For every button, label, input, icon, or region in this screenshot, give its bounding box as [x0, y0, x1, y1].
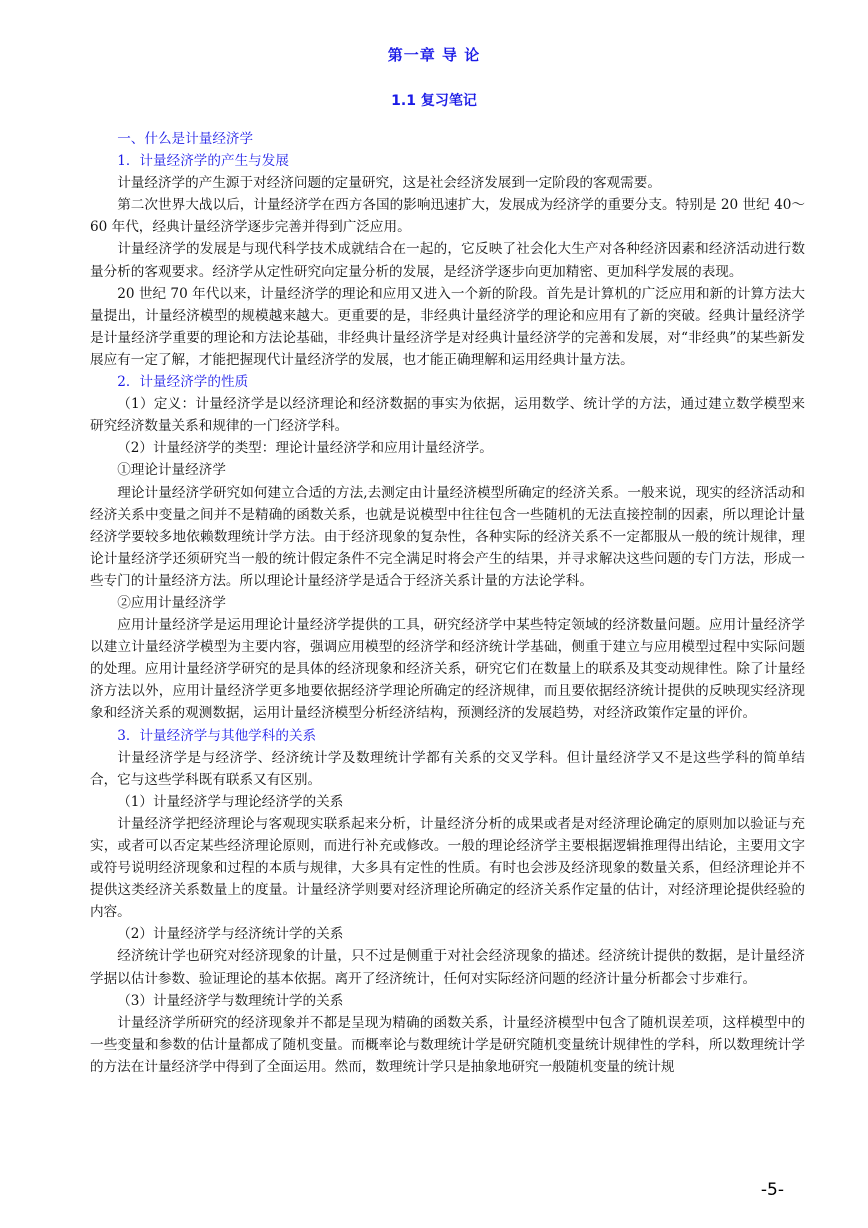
paragraph: 理论计量经济学研究如何建立合适的方法,去测定由计量经济模型所确定的经济关系。一般来说，现实的经济活动和经济关系中变量之间并不是精确的函数关系，也就是说模型中往往包含一些随机的无法直接控制的因素，所以理论计量经济学要较多地依赖数理统计学方法。由于经济现象的复杂性，各种实际的经济关系不一定都服从一般的统计规律，理论计量经济学还须研究当一般的统计假定条件不完全满足时将会产生的结果，并寻求解决这些问题的专门方法，形成一些专门的计量经济方法。所以理论计量经济学是适合于经济关系计量的方法论学科。 — [90, 484, 805, 589]
paragraph: 计量经济学的产生源于对经济问题的定量研究，这是社会经济发展到一定阶段的客观需要。 — [117, 175, 661, 192]
paragraph: 计量经济学所研究的经济现象并不都是呈现为精确的函数关系，计量经济模型中包含了随机误差项，这样模型中的一些变量和参数的估计量都成了随机变量。而概率论与数理统计学是研究随机变量统计规律性的学科，所以数理统计学的方法在计量经济学中得到了全面运用。然而，数理统计学只是抽象地研究一般随机变量的统计规 — [90, 1014, 805, 1075]
paragraph-label: （2）计量经济学与经济统计学的关系 — [117, 926, 344, 943]
paragraph-label: （1）计量经济学与理论经济学的关系 — [117, 793, 344, 810]
heading-what-is-econometrics: 一、什么是计量经济学 — [117, 131, 254, 147]
paragraph: （2）计量经济学的类型：理论计量经济学和应用计量经济学。 — [117, 440, 493, 457]
paragraph: 计量经济学把经济理论与客观现实联系起来分析，计量经济分析的成果或者是对经济理论确定的原则加以验证与充实，或者可以否定某些经济理论原则，而进行补充或修改。一般的理论经济学主要根据逻辑推理得出结论，主要用文字或符号说明经济现象和过程的本质与规律，大多具有定性的性质。有时也会涉及经济现象的数量关系，但经济理论并不提供这类经济关系数量上的度量。计量经济学则要对经济理论所确定的经济关系作定量的估计，对经济理论提供经验的内容。 — [90, 815, 805, 921]
paragraph: （1）定义：计量经济学是以经济理论和经济数据的事实为依据，运用数学、统计学的方法，通过建立数学模型来研究经济数量关系和规律的一门经济学科。 — [90, 396, 805, 435]
section-title: 1.1 复习笔记 — [391, 93, 477, 109]
paragraph-label: ②应用计量经济学 — [117, 594, 226, 611]
paragraph-label: （3）计量经济学与数理统计学的关系 — [117, 992, 344, 1009]
paragraph: 20 世纪 70 年代以来，计量经济学的理论和应用又进入一个新的阶段。首先是计算机的广泛应用和新的计算方法大量提出，计量经济模型的规模越来越大。更重要的是，非经典计量经济学的理论和应用有了新的突破。经典计量经济学是计量经济学重要的理论和方法论基础，非经典计量经济学是对经典计量经济学的完善和发展，对“非经典”的某些新发展应有一定了解，才能把握现代计量经济学的发展，也才能正确理解和运用经典计量方法。 — [90, 285, 805, 368]
paragraph: 第二次世界大战以后，计量经济学在西方各国的影响迅速扩大，发展成为经济学的重要分支。特别是 20 世纪 40～60 年代，经典计量经济学逐步完善并得到广泛应用。 — [90, 197, 805, 236]
document-body — [90, 128, 805, 1078]
paragraph-label: ①理论计量经济学 — [117, 462, 226, 479]
subheading-origin-development: 1．计量经济学的产生与发展 — [117, 153, 289, 170]
subheading-relations: 3．计量经济学与其他学科的关系 — [117, 727, 317, 744]
chapter-title: 第一章 导 论 — [387, 46, 481, 64]
paragraph: 计量经济学是与经济学、经济统计学及数理统计学都有关系的交叉学科。但计量经济学又不是这些学科的简单结合，它与这些学科既有联系又有区别。 — [90, 749, 805, 788]
page-number: -5- — [760, 1180, 784, 1200]
paragraph: 应用计量经济学是运用理论计量经济学提供的工具，研究经济学中某些特定领域的经济数量问题。应用计量经济学以建立计量经济学模型为主要内容，强调应用模型的经济学和经济统计学基础，侧重于建立与应用模型过程中实际问题的处理。应用计量经济学研究的是具体的经济现象和经济关系，研究它们在数量上的联系及其变动规律性。除了计量经济方法以外，应用计量经济学更多地要依据经济学理论所确定的经济规律，而且要依据经济统计提供的反映现实经济现象和经济关系的观测数据，运用计量经济模型分析经济结构，预测经济的发展趋势，对经济政策作定量的评价。 — [90, 617, 805, 722]
paragraph: 计量经济学的发展是与现代科学技术成就结合在一起的，它反映了社会化大生产对各种经济因素和经济活动进行数量分析的客观要求。经济学从定性研究向定量分析的发展，是经济学逐步向更加精密、更加科学发展的表现。 — [90, 241, 805, 280]
paragraph: 经济统计学也研究对经济现象的计量，只不过是侧重于对社会经济现象的描述。经济统计提供的数据，是计量经济学据以估计参数、验证理论的基本依据。离开了经济统计，任何对实际经济问题的经济计量分析都会寸步难行。 — [90, 948, 805, 987]
subheading-nature: 2．计量经济学的性质 — [117, 374, 249, 391]
